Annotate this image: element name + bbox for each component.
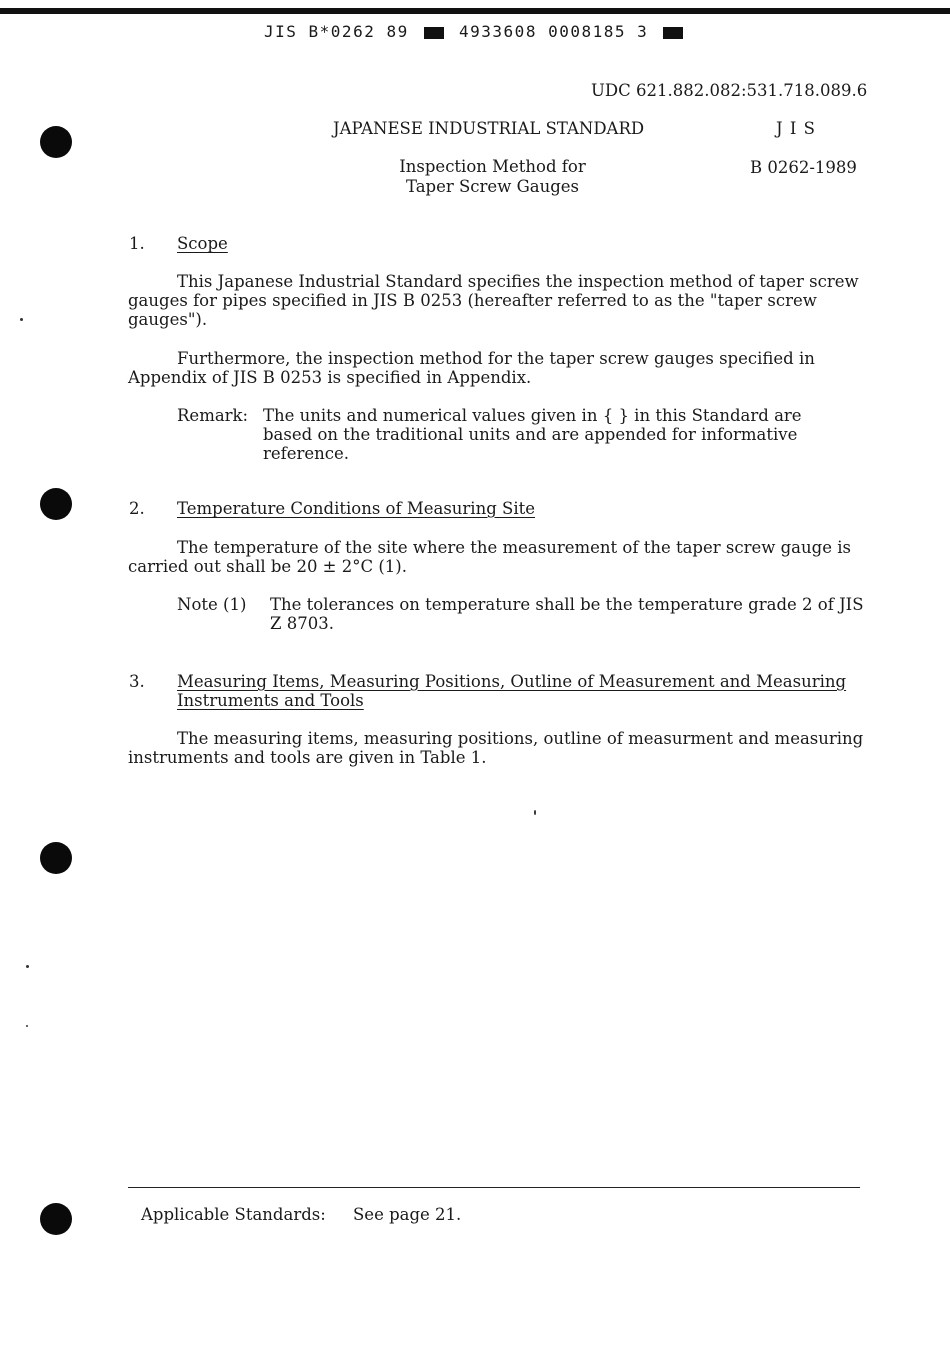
punch-hole-mark xyxy=(40,488,72,520)
doc-title-line2: Taper Screw Gauges xyxy=(405,177,580,196)
section-1-heading: Scope xyxy=(177,234,228,253)
punch-hole-mark xyxy=(40,126,72,158)
note-text: The tolerances on temperature shall be the temperature grade 2 of JIS Z 8703. xyxy=(270,595,864,633)
punch-hole-mark xyxy=(40,1203,72,1235)
scan-speck xyxy=(26,1025,28,1027)
scan-code-part2: 4933608 0008185 3 xyxy=(459,22,649,41)
scan-speck xyxy=(20,318,23,321)
remark-label: Remark: xyxy=(177,406,249,425)
section-2-para-1: The temperature of the site where the measurement of the taper screw gauge is carried out shall be 20 ± 2°C (1). xyxy=(128,538,851,576)
scan-header-code xyxy=(264,22,687,41)
jis-mark: J I S xyxy=(776,119,816,138)
applicable-standards-value: See page 21. xyxy=(353,1205,462,1224)
section-1-para-2: Furthermore, the inspection method for the taper screw gauges specified in Appendix of JIS B 0253 is specified in Appendix. xyxy=(128,349,815,387)
scan-speck xyxy=(26,965,29,968)
scan-block-mark xyxy=(663,27,683,39)
applicable-standards-label: Applicable Standards: xyxy=(141,1205,326,1224)
section-3-para-1: The measuring items, measuring positions, outline of measurment and measuring instruments and tools are given in Table 1. xyxy=(128,729,864,767)
scan-block-mark xyxy=(424,27,444,39)
note-label: Note (1) xyxy=(177,595,247,614)
section-1-para-1: This Japanese Industrial Standard specifies the inspection method of taper screw gauges for pipes specified in JIS B 0253 (hereafter referred to as the "taper screw gauges"). xyxy=(128,272,859,329)
section-1-number: 1. xyxy=(129,234,145,253)
standard-number: B 0262-1989 xyxy=(750,158,857,177)
udc-code: UDC 621.882.082:531.718.089.6 xyxy=(591,81,868,100)
section-2-heading: Temperature Conditions of Measuring Site xyxy=(177,499,535,518)
scan-top-bar xyxy=(0,8,950,14)
remark-text: The units and numerical values given in { } in this Standard are based on the traditional units and are appended for informative reference. xyxy=(263,406,802,463)
org-title: JAPANESE INDUSTRIAL STANDARD xyxy=(333,119,645,138)
footer-divider xyxy=(128,1187,860,1188)
section-2-number: 2. xyxy=(129,499,145,518)
scan-speck xyxy=(534,810,536,815)
scan-code-part1: JIS B*0262 89 xyxy=(264,22,409,41)
section-3-number: 3. xyxy=(129,672,145,691)
section-3-heading: Measuring Items, Measuring Positions, Outline of Measurement and Measuring Instruments and Tools xyxy=(177,672,847,710)
doc-title-line1: Inspection Method for xyxy=(399,157,586,176)
punch-hole-mark xyxy=(40,842,72,874)
